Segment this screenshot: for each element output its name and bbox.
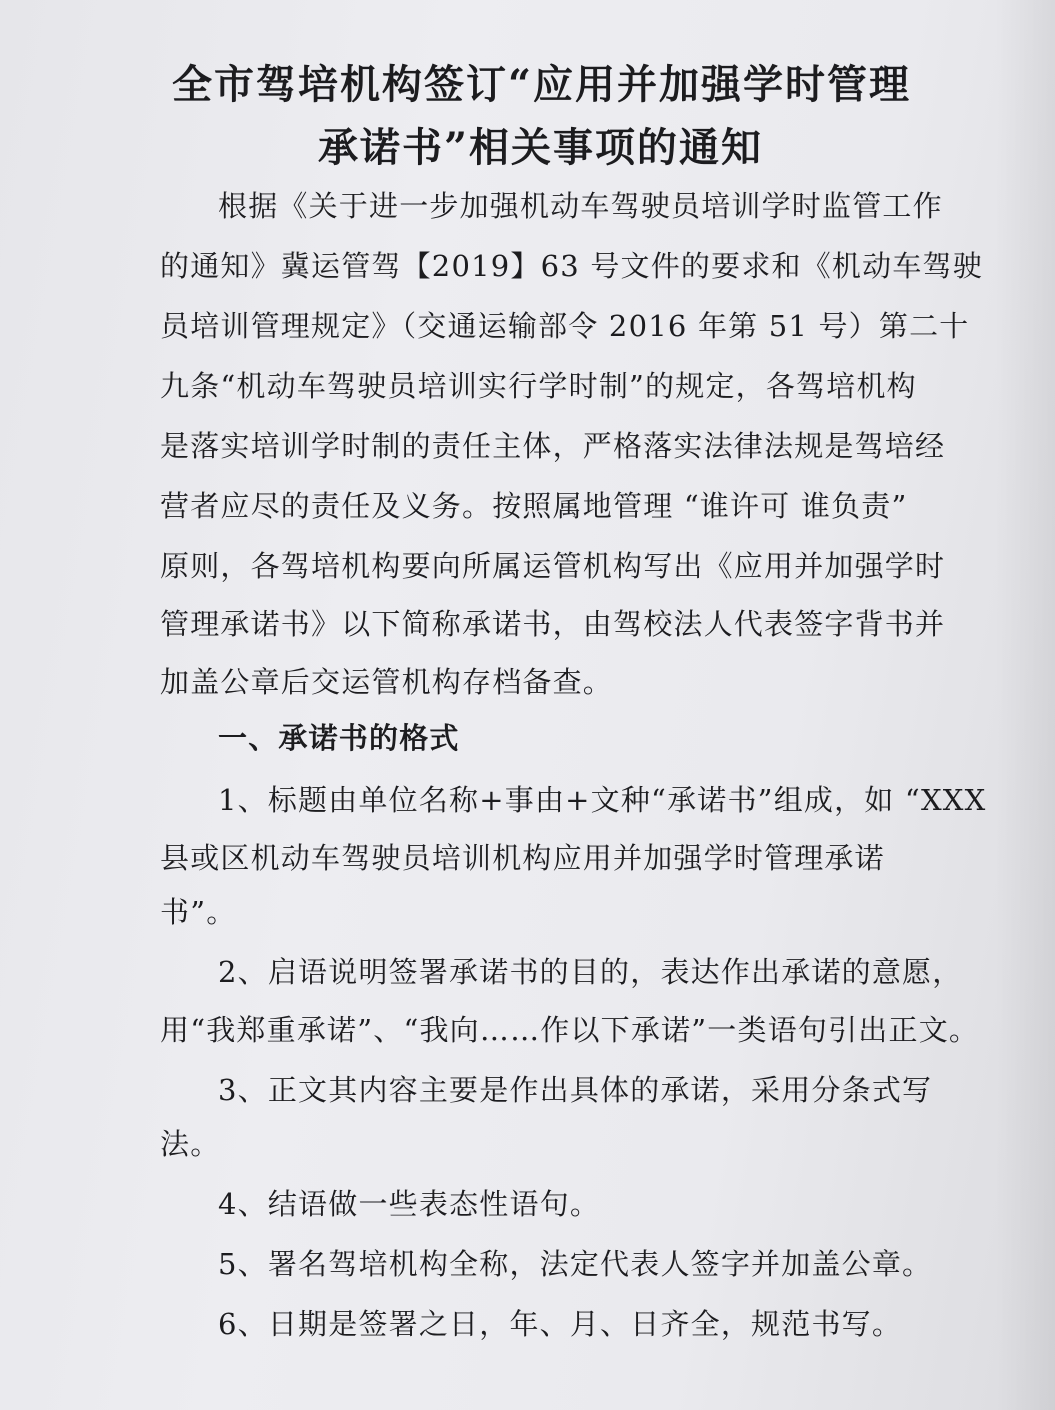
paragraph-line-5: 是落实培训学时制的责任主体，严格落实法律法规是驾培经 (160, 429, 946, 463)
item-5-line: 5、署名驾培机构全称，法定代表人签字并加盖公章。 (218, 1247, 933, 1281)
paragraph-line-9: 加盖公章后交运管机构存档备查。 (160, 665, 614, 699)
item-3-line-1: 3、正文其内容主要是作出具体的承诺，采用分条式写 (218, 1073, 933, 1107)
paragraph-line-2: 的通知》冀运管驾【2019】63 号文件的要求和《机动车驾驶 (160, 249, 983, 283)
paragraph-line-8: 管理承诺书》以下简称承诺书，由驾校法人代表签字背书并 (160, 607, 946, 641)
paragraph-line-4: 九条“机动车驾驶员培训实行学时制”的规定，各驾培机构 (160, 369, 917, 403)
document-title-line-2: 承诺书”相关事项的通知 (318, 124, 764, 171)
item-2-line-2: 用“我郑重承诺”、“我向……作以下承诺”一类语句引出正文。 (160, 1013, 980, 1047)
item-1-line-3: 书”。 (160, 895, 237, 929)
item-6-line: 6、日期是签署之日，年、月、日齐全，规范书写。 (218, 1307, 903, 1341)
paragraph-line-6: 营者应尽的责任及义务。按照属地管理 “谁许可 谁负责” (160, 489, 908, 523)
item-1-line-2: 县或区机动车驾驶员培训机构应用并加强学时管理承诺 (160, 841, 885, 875)
item-3-line-2: 法。 (160, 1127, 221, 1161)
section-heading-format: 一、承诺书的格式 (218, 721, 460, 755)
paragraph-line-3: 员培训管理规定》（交通运输部令 2016 年第 51 号）第二十 (160, 309, 970, 343)
item-4-line: 4、结语做一些表态性语句。 (218, 1187, 601, 1221)
paragraph-line-7: 原则，各驾培机构要向所属运管机构写出《应用并加强学时 (160, 549, 946, 583)
document-title-line-1: 全市驾培机构签订“应用并加强学时管理 (172, 61, 912, 108)
paragraph-line-1: 根据《关于进一步加强机动车驾驶员培训学时监管工作 (218, 189, 943, 223)
item-2-line-1: 2、启语说明签署承诺书的目的，表达作出承诺的意愿， (218, 955, 963, 989)
item-1-line-1: 1、标题由单位名称+事由+文种“承诺书”组成，如 “XXX (218, 783, 987, 817)
